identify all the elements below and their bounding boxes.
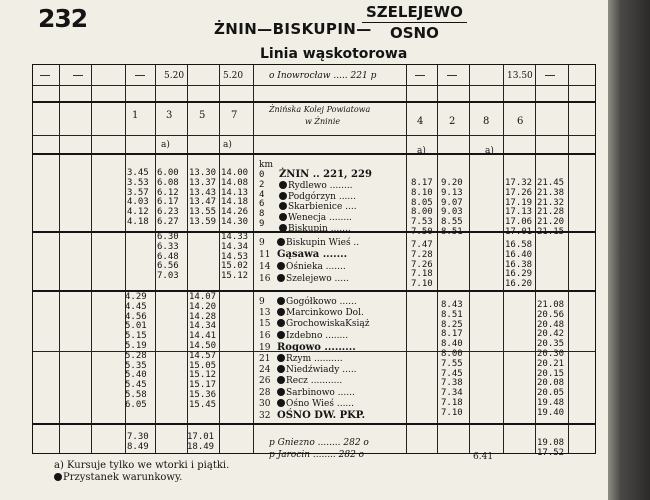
conditional-stop-icon [279,181,287,189]
time-cell: 19.40 [537,407,565,418]
time-cell: 14.00 [221,168,249,178]
station-km: 28 [259,387,271,398]
time-cell: 17.52 [537,447,565,458]
footnotes [54,460,229,484]
time-cell: 14.53 [221,251,249,262]
time-cell: 9.13 [441,187,463,198]
time-cell: 6 [259,199,265,210]
station-name: Szelejewo ..... [286,274,349,284]
conditional-stop-icon [277,331,285,339]
time-cell: 14.57 [189,350,217,361]
connection-bottom-col-6 [537,439,564,459]
stations-block-3 [259,297,370,422]
conditional-stop-icon [277,365,285,373]
time-cell: 6.08 [157,177,179,188]
time-cell: 19.48 [537,397,565,408]
stations-block-1 [279,169,372,235]
operator-line-1: Żnińska Kolej Powiatowa [269,105,371,114]
time-cell: 6.30 [157,232,179,242]
connection-bottom-col-3 [127,433,149,453]
time-cell: 3.57 [127,187,149,198]
conditional-stop-icon [277,238,285,246]
station-row [259,319,370,330]
train-number: 6 [517,116,524,127]
station-row [259,261,359,273]
station-name: OŚNO DW. PKP. [277,410,366,422]
station-km: 15 [259,319,271,330]
time-cell: 5.35 [125,360,147,371]
time-cell: 8.10 [411,187,433,198]
time-cell: 13.55 [189,207,217,218]
time-cell: 3.45 [127,168,149,178]
station-name: ŻNIN .. 221, 229 [279,169,372,180]
time-cell: 13.30 [189,168,217,178]
time-cell: 16.29 [505,269,533,280]
station-name: Gąsawa ....... [277,249,348,260]
time-cell: 4.45 [125,301,147,312]
time-cell: 21.15 [537,226,565,237]
connection-top-station: o Inowrocław ..... 221 p [269,71,377,81]
time-cell: 14.34 [189,321,217,332]
time-cell: 7.47 [411,240,433,250]
route-title-left: ŻNIN—BISKUPIN— [214,20,372,38]
footnote-marker: a) [485,146,494,156]
station-name: Biskupin Wieś .. [286,238,360,248]
time-cell: 9.07 [441,197,463,208]
time-cell: 16.40 [505,249,533,260]
station-row [259,410,370,422]
station-name: Podgórzyn ...... [288,191,357,202]
time-cell: 4.03 [127,197,149,208]
station-name: Rydlewo ........ [288,180,353,191]
time-cell: 8.40 [441,339,463,350]
station-row [279,202,372,213]
time-cell: 21.28 [537,207,565,218]
stations-block-2 [259,237,360,285]
times-col-3 [125,293,147,411]
time-cell: 7.10 [441,407,463,418]
times-col-3 [157,233,179,282]
times-col-7 [221,233,248,282]
conditional-stop-icon [277,274,285,282]
time-cell: 17.26 [505,187,533,198]
train-number: 3 [166,110,173,121]
time-cell: 20.05 [537,388,565,399]
time-cell: 7.30 [127,432,149,442]
time-cell: 4.29 [125,292,147,302]
table-number: 232 [38,4,88,33]
time-cell: 15.05 [189,360,217,371]
time-cell: 17.32 [505,178,533,188]
time-cell: 5.01 [125,321,147,332]
time-cell: 17.19 [505,197,533,208]
time-cell: 20.21 [537,358,565,369]
footnote-dot: Przystanek warunkowy. [54,472,229,484]
time-cell: 15.12 [221,271,249,282]
time-cell: 19.08 [537,438,565,448]
time-cell: 8.51 [441,226,463,237]
conditional-stop-icon [277,388,285,396]
times-col-6 [537,179,564,238]
station-km: 13 [259,308,271,319]
station-km: 16 [259,330,271,341]
time-cell: 15.02 [221,261,249,272]
time-cell: 16.58 [505,240,533,250]
time-cell: 8.55 [441,217,463,228]
time-cell: 14.28 [189,311,217,322]
time-cell: 6.56 [157,261,179,272]
connection-station: p Gniezno ........ 282 o [269,438,369,448]
book-binding-edge [608,0,650,500]
train-number: 2 [449,116,456,127]
conditional-stop-icon [277,297,285,305]
time-cell: 21.38 [537,187,565,198]
footnote-marker: a) [417,146,426,156]
time-cell: 20.48 [537,319,565,330]
station-name: Wenecja ........ [288,213,352,224]
time-cell: 5.28 [125,350,147,361]
times-col-1 [127,169,149,228]
station-name: GrochowiskaKsiąż [286,319,370,330]
time-cell: 7.18 [441,397,463,408]
time-cell: 8.43 [441,300,463,310]
conditional-stop-icon [277,308,285,316]
time-cell: 7.38 [441,378,463,389]
station-row [259,297,370,308]
time-cell: 20.30 [537,348,565,359]
train-number: 5 [199,110,206,121]
time-cell: 7.45 [441,368,463,379]
time-cell: 20.42 [537,329,565,340]
time-cell: 15.12 [189,370,217,381]
station-row [259,387,370,399]
train-number: 4 [417,116,424,127]
time-cell: 9 [259,218,265,229]
time-cell: 7.50 [411,226,433,237]
time-cell: 21.20 [537,217,565,228]
times-col-8 [505,241,532,290]
station-row [279,192,372,203]
time-cell: 13.47 [189,197,217,208]
times-col-4 [411,179,433,238]
time-cell: 8.00 [441,348,463,359]
time-cell: 7.55 [441,358,463,369]
footnote-marker: a) [161,140,170,150]
connection-top-right-time: 13.50 [507,71,533,81]
dash [38,72,52,81]
conditional-stop-icon [277,262,285,270]
station-km: 16 [259,274,271,284]
station-km: 14 [259,262,271,272]
time-cell: 7.18 [411,269,433,280]
conditional-stop-icon [277,354,285,362]
time-cell: 14.18 [221,197,249,208]
time-cell: 9.03 [441,207,463,218]
station-km: 9 [259,297,265,307]
conditional-stop-icon [277,319,285,327]
time-cell: 14.50 [189,340,217,351]
time-cell: 21.45 [537,178,565,188]
time-cell: 8.17 [411,178,433,188]
time-cell: 0 [259,170,265,180]
time-cell: 5.15 [125,331,147,342]
train-number: 8 [483,116,490,127]
times-col-2 [441,301,463,419]
km-label: km [259,160,273,170]
station-row [259,376,370,387]
conditional-stop-icon [277,399,285,407]
station-name: Biskupin ....... [288,223,351,234]
time-cell: 5.58 [125,389,147,400]
time-cell: 20.15 [537,368,565,379]
time-cell: 14.33 [221,232,249,242]
time-cell: 17.13 [505,207,533,218]
time-cell: 7.28 [411,249,433,260]
station-km: 24 [259,365,271,376]
route-destinations [362,2,467,43]
station-km: 19 [259,342,271,353]
train-number: 7 [231,110,238,121]
station-row [259,273,359,285]
time-cell: 14.30 [221,216,249,227]
time-cell: 4.18 [127,216,149,227]
time-cell: 14.07 [189,292,217,302]
station-name: Ośnieka ....... [286,262,346,272]
station-row [259,237,360,249]
conditional-stop-icon [54,473,62,481]
time-cell: 8.05 [411,197,433,208]
station-km: 26 [259,376,271,387]
train-number: 1 [132,110,139,121]
station-km: 9 [259,238,265,248]
time-cell: 20.56 [537,309,565,320]
time-cell: 6.23 [157,207,179,218]
time-cell: 4.12 [127,207,149,218]
time-cell: 15.36 [189,389,217,400]
time-cell: 4 [259,189,265,200]
time-cell: 17.06 [505,217,533,228]
timetable-page [24,0,608,500]
station-row [279,213,372,224]
timetable-grid [32,64,596,462]
station-row [259,249,359,261]
connection-bottom-stations [269,437,369,461]
station-row [259,308,370,319]
time-cell: 3.53 [127,177,149,188]
time-cell: 6.33 [157,241,179,252]
time-cell: 7.34 [441,388,463,399]
operator-line-2: w Żninie [305,117,341,126]
time-cell: 8.00 [411,207,433,218]
station-km: 11 [259,250,271,260]
time-cell: 6.00 [157,168,179,178]
time-cell: 8.49 [127,441,149,452]
time-cell: 14.26 [221,207,249,218]
time-cell: 8.25 [441,319,463,330]
times-col-6 [537,301,564,419]
station-name: Niedźwiady ..... [286,365,357,376]
station-row [259,398,370,410]
route-subtitle: Linia wąskotorowa [260,46,408,62]
time-cell: 6.12 [157,187,179,198]
station-row [259,365,370,376]
time-cell: 7.53 [411,217,433,228]
conditional-stop-icon [279,192,287,200]
time-cell: 6.48 [157,251,179,262]
times-col-2 [441,179,463,238]
time-cell: 7.03 [157,271,179,282]
time-cell: 2 [259,179,265,190]
footnote-a: a) Kursuje tylko we wtorki i piątki. [54,460,230,471]
time-cell: 5.40 [125,370,147,381]
connection-bottom-right-time: 6.41 [473,452,494,462]
station-name: Rzym .......... [286,354,343,365]
conditional-stop-icon [279,213,287,221]
time-cell: 8.51 [441,309,463,320]
connection-station: p Jarocin ........ 282 o [269,450,365,460]
connection-bottom-col-7 [187,433,214,453]
time-cell: 14.20 [189,301,217,312]
time-cell: 7.26 [411,259,433,270]
route-title [214,20,372,38]
station-name: Recz ........... [286,376,343,387]
time-cell: 9.20 [441,178,463,188]
time-cell: 20.35 [537,339,565,350]
time-cell: 14.34 [221,241,249,252]
times-col-3 [157,169,179,228]
time-cell: 20.08 [537,378,565,389]
time-cell: 6.05 [125,399,147,410]
time-cell: 13.37 [189,177,217,188]
time-cell: 6.27 [157,216,179,227]
station-name: Izdebno ........ [286,330,349,341]
time-cell: 7.10 [411,279,433,290]
time-cell: 8 [259,209,265,220]
station-name: Marcinkowo Dol. [286,308,364,319]
time-cell: 15.45 [189,399,217,410]
station-row [279,224,372,235]
connection-top-time-2: 5.20 [223,71,244,81]
times-col-7 [221,169,248,228]
time-cell: 13.59 [189,216,217,227]
station-name: Ośno Wieś ...... [286,398,355,409]
conditional-stop-icon [279,224,287,232]
time-cell: 21.32 [537,197,565,208]
time-cell: 14.41 [189,331,217,342]
station-name: Skarbienice .... [288,202,357,213]
station-row [259,330,370,342]
time-cell: 4.56 [125,311,147,322]
station-row [259,341,370,354]
times-col-4 [411,241,433,290]
station-km: 32 [259,411,271,422]
station-row [279,181,372,192]
time-cell: 6.17 [157,197,179,208]
time-cell: 8.17 [441,329,463,340]
time-cell: 15.17 [189,380,217,391]
conditional-stop-icon [279,202,287,210]
conditional-stop-icon [277,376,285,384]
times-col-8 [505,179,532,238]
station-km: 21 [259,354,271,365]
station-name: Gogółkowo ...... [286,297,357,307]
station-km: 30 [259,398,271,409]
time-cell: 5.19 [125,340,147,351]
time-cell: 17.01 [187,432,215,442]
destination-bottom: OSNO [389,24,439,42]
footnote-marker: a) [223,140,232,150]
times-col-7 [189,293,216,411]
times-col-5 [189,169,216,228]
station-name: Sarbinowo ...... [286,387,355,398]
time-cell: 14.13 [221,187,249,198]
km-column [259,171,264,230]
time-cell: 21.08 [537,300,565,310]
time-cell: 16.38 [505,259,533,270]
time-cell: 5.45 [125,380,147,391]
time-cell: 14.08 [221,177,249,188]
time-cell: 13.43 [189,187,217,198]
time-cell: 18.49 [187,441,215,452]
connection-top-time-1: 5.20 [164,71,185,81]
time-cell: 17.01 [505,226,533,237]
destination-top: SZELEJEWO [362,2,467,23]
station-name: Rogowo ......... [277,341,356,353]
station-row [279,169,372,181]
station-row [259,354,370,365]
time-cell: 16.20 [505,279,533,290]
